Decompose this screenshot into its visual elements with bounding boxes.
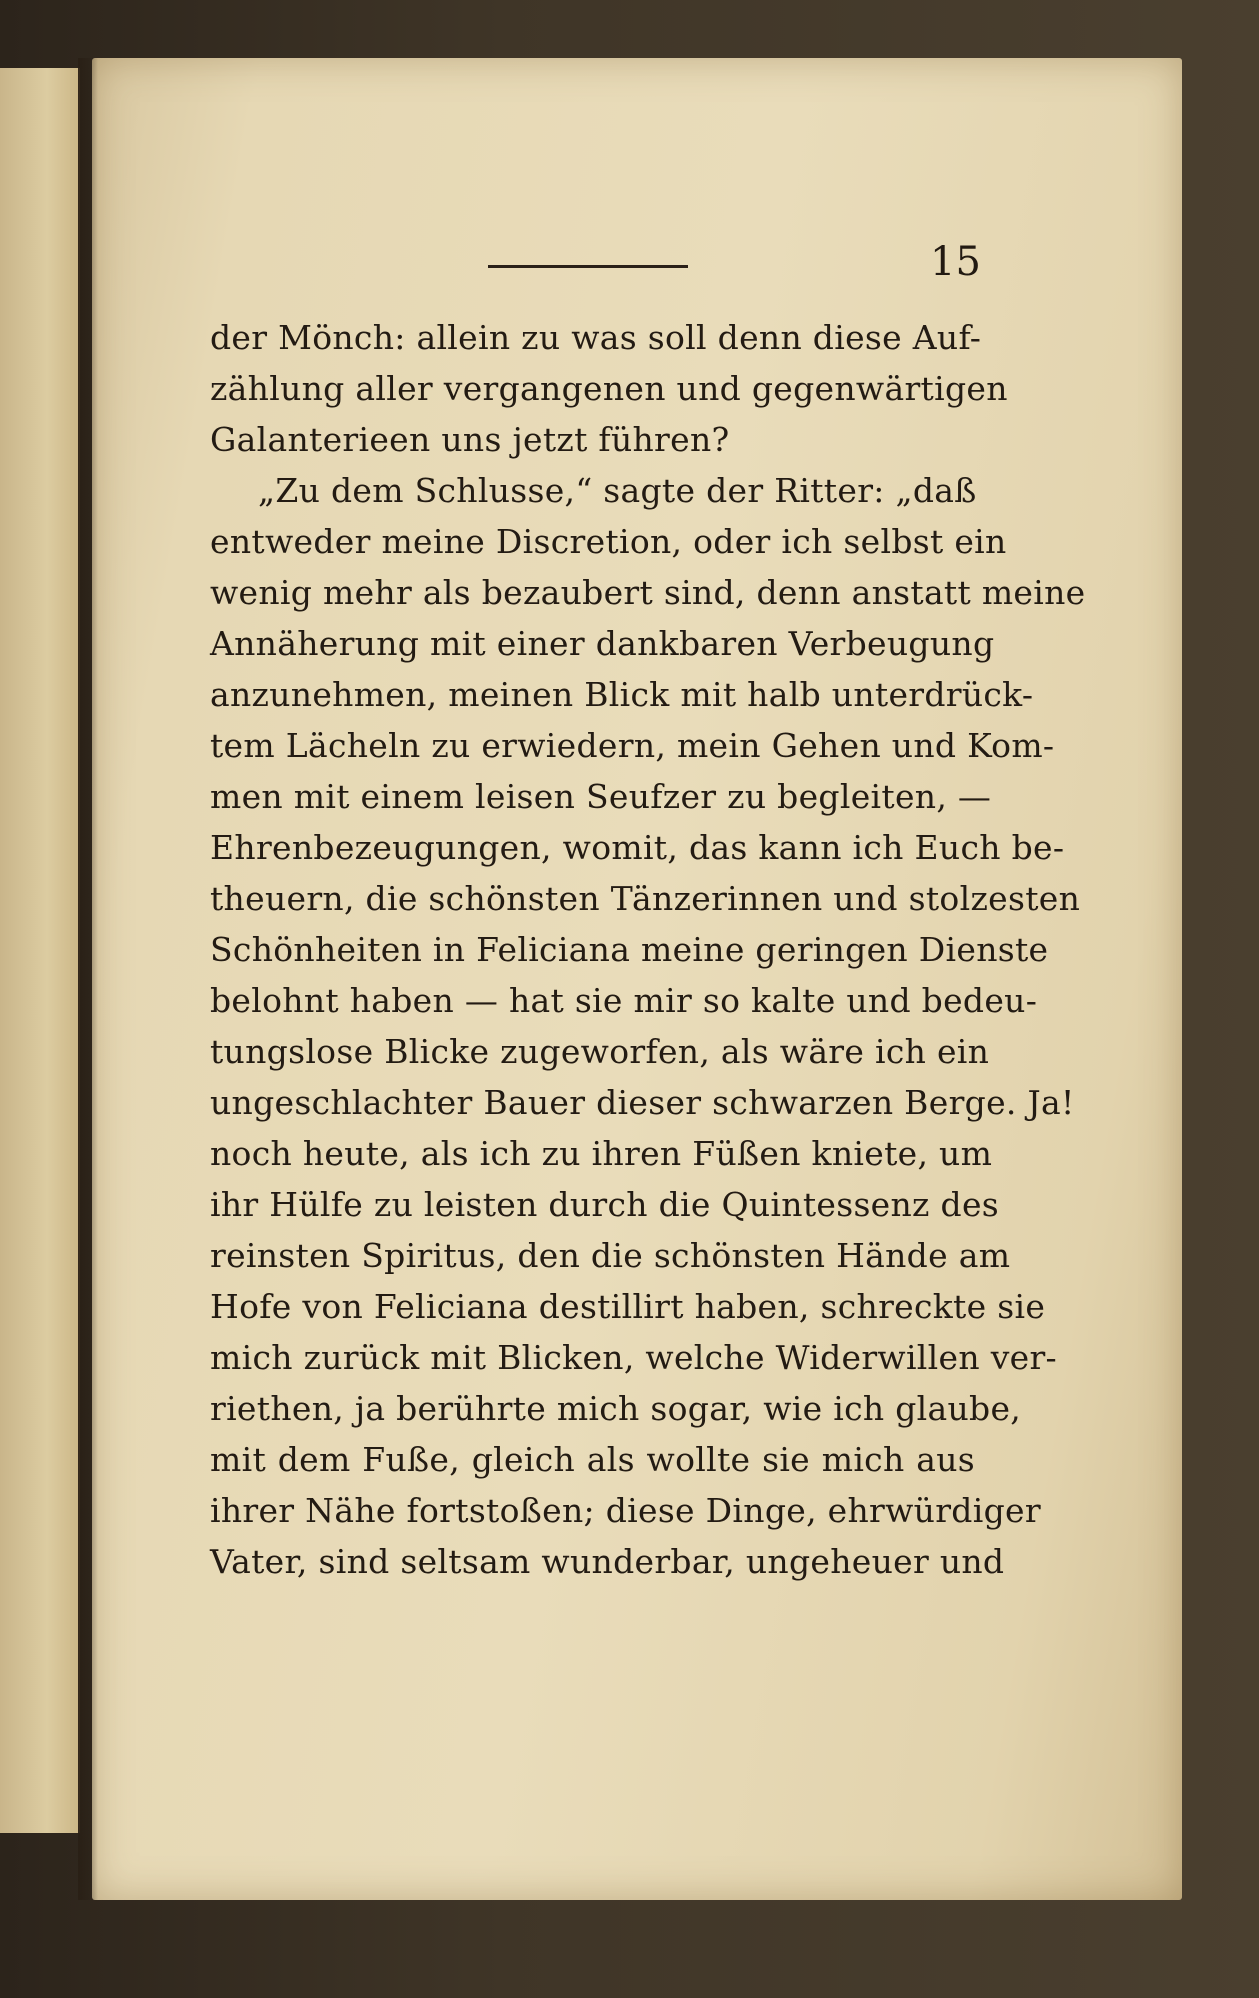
text-line: mich zurück mit Blicken, welche Widerwillen ver- — [210, 1338, 1057, 1377]
text-line: Schönheiten in Feliciana meine geringen Dienste — [210, 930, 1049, 969]
text-line: noch heute, als ich zu ihren Füßen kniete, um — [210, 1134, 993, 1173]
text-line: zählung aller vergangenen und gegenwärtigen — [210, 369, 1008, 408]
text-line: ihrer Nähe fortstoßen; diese Dinge, ehrwürdiger — [210, 1491, 1041, 1530]
text-line: ihr Hülfe zu leisten durch die Quintessenz des — [210, 1185, 1000, 1224]
text-line: reinsten Spiritus, den die schönsten Hände am — [210, 1236, 1011, 1275]
page-number: 15 — [930, 239, 981, 285]
text-line: Vater, sind seltsam wunderbar, ungeheuer und — [210, 1542, 1005, 1581]
body-text — [210, 312, 1086, 1587]
text-line: mit dem Fuße, gleich als wollte sie mich aus — [210, 1440, 975, 1479]
text-line: Annäherung mit einer dankbaren Verbeugung — [210, 624, 995, 663]
text-line: men mit einem leisen Seufzer zu begleiten, — — [210, 777, 992, 816]
text-line: entweder meine Discretion, oder ich selbst ein — [210, 522, 1007, 561]
text-line: „Zu dem Schlusse,“ sagte der Ritter: „daß — [258, 471, 977, 510]
left-page-edge — [0, 68, 80, 1833]
text-line: wenig mehr als bezaubert sind, denn anstatt meine — [210, 573, 1086, 612]
text-line: belohnt haben — hat sie mir so kalte und bedeu- — [210, 981, 1038, 1020]
text-line: anzunehmen, meinen Blick mit halb unterdrück- — [210, 675, 1034, 714]
text-line: tungslose Blicke zugeworfen, als wäre ich ein — [210, 1032, 990, 1071]
text-line: riethen, ja berührte mich sogar, wie ich glaube, — [210, 1389, 1022, 1428]
spine-shadow — [78, 58, 98, 1900]
text-line: ungeschlachter Bauer dieser schwarzen Berge. Ja! — [210, 1083, 1075, 1122]
text-line: Ehrenbezeugungen, womit, das kann ich Euch be- — [210, 828, 1065, 867]
text-line: theuern, die schönsten Tänzerinnen und stolzesten — [210, 879, 1081, 918]
text-line: tem Lächeln zu erwiedern, mein Gehen und Kom- — [210, 726, 1055, 765]
text-line: Galanterieen uns jetzt führen? — [210, 420, 730, 459]
text-line: Hofe von Feliciana destillirt haben, schreckte sie — [210, 1287, 1046, 1326]
text-line: der Mönch: allein zu was soll denn diese Auf- — [210, 318, 982, 357]
header-rule — [488, 265, 688, 268]
